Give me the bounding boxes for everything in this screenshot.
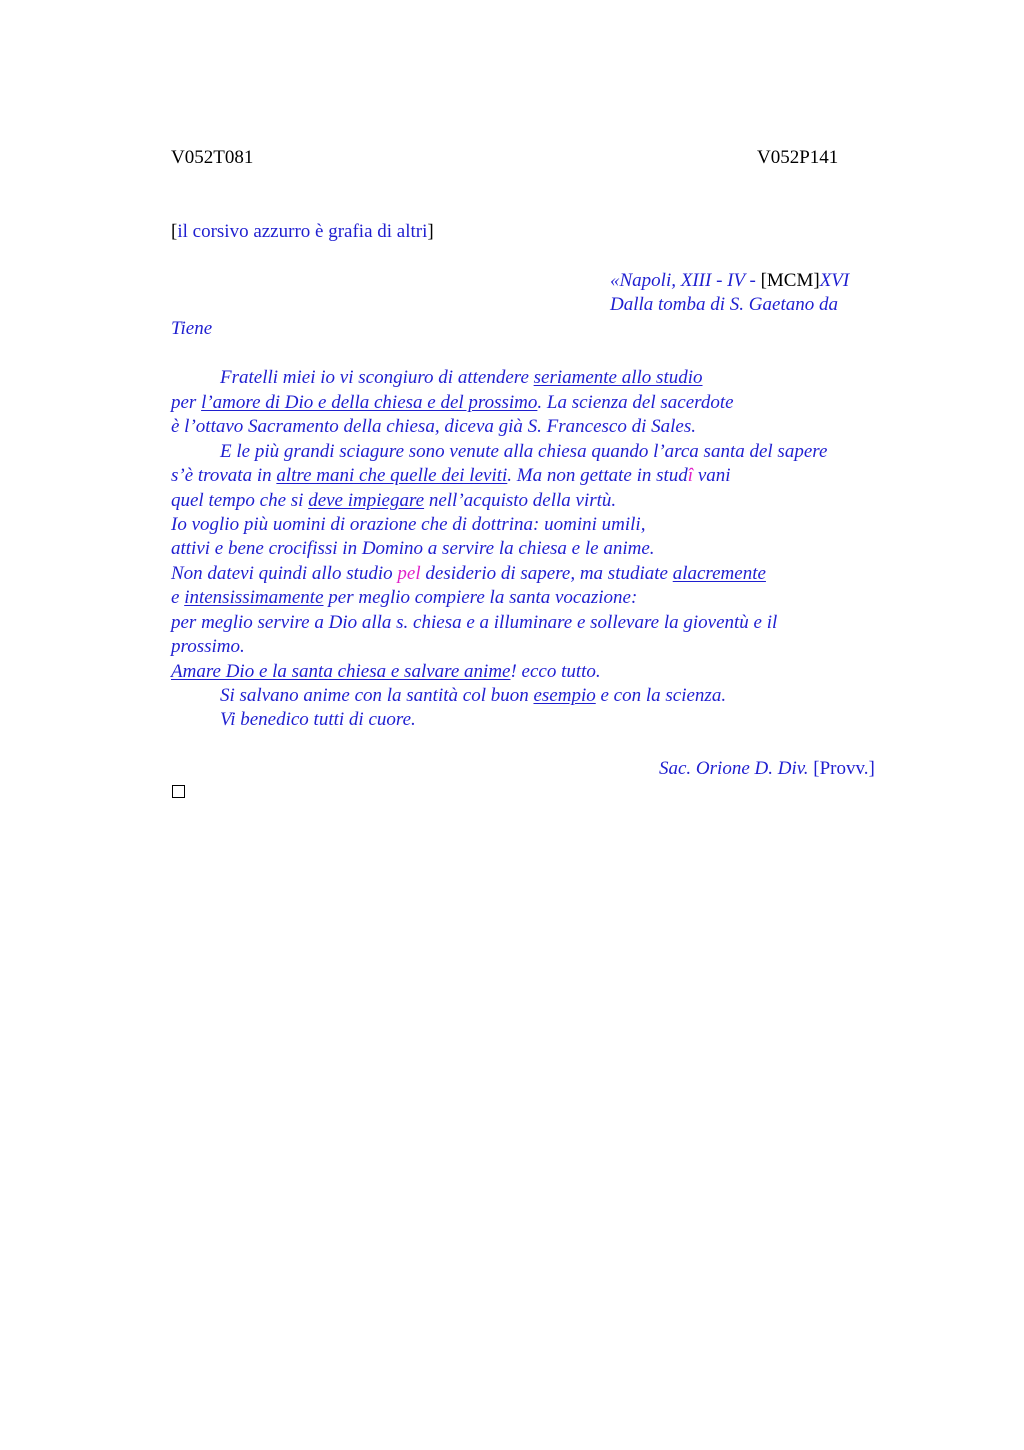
body-text: nell’acquisto della virtù. xyxy=(424,490,617,511)
body-text: desiderio di sapere, ma studiate xyxy=(420,563,673,584)
underlined-text: alacremente xyxy=(672,563,766,584)
body-line-4: E le più grandi sciagure sono venute alla chiesa quando l’arca santa del sapere xyxy=(220,441,828,462)
signature-name: Sac. Orione D. Div. xyxy=(659,758,809,779)
body-text: quel tempo che si xyxy=(171,490,309,511)
body-line-1 xyxy=(220,366,703,390)
underlined-text: l’amore di Dio e della chiesa e del prossimo xyxy=(201,392,538,413)
body-line-12: prossimo. xyxy=(171,636,245,657)
body-line-6 xyxy=(171,489,616,513)
underlined-text: seriamente allo studio xyxy=(533,367,703,388)
body-text: . Ma non gettate in stud xyxy=(507,465,688,486)
body-text: ! ecco tutto. xyxy=(510,661,601,682)
signature xyxy=(659,757,875,781)
body-line-7: Io voglio più uomini di orazione che di dottrina: uomini umili, xyxy=(171,514,646,535)
underlined-text: intensissimamente xyxy=(184,587,324,608)
dateline-line-1 xyxy=(610,269,849,293)
dateline-year-end: XVI xyxy=(819,270,850,291)
note-text: il corsivo azzurro è grafia di altri xyxy=(177,221,428,242)
underlined-text: Amare Dio e la santa chiesa e salvare anime xyxy=(171,661,511,682)
body-line-14 xyxy=(220,684,726,708)
body-line-15: Vi benedico tutti di cuore. xyxy=(220,709,416,730)
underlined-text: altre mani che quelle dei leviti xyxy=(276,465,508,486)
body-line-5 xyxy=(171,464,731,488)
body-line-8: attivi e bene crocifissi in Domino a servire la chiesa e le anime. xyxy=(171,538,655,559)
square-outline-icon xyxy=(172,785,185,798)
body-text: per xyxy=(171,392,202,413)
note-open-bracket: [ xyxy=(171,221,178,242)
body-line-10 xyxy=(171,586,637,610)
body-text: vani xyxy=(693,465,731,486)
correction-text: pel xyxy=(397,563,421,584)
body-text: per meglio compiere la santa vocazione: xyxy=(323,587,638,608)
dateline-line-2: Dalla tomba di S. Gaetano da xyxy=(610,294,838,315)
body-text: e xyxy=(171,587,185,608)
header-right-code: V052P141 xyxy=(757,147,839,168)
body-text: Fratelli miei io vi scongiuro di attendere xyxy=(220,367,534,388)
header-left-code: V052T081 xyxy=(171,147,254,168)
dateline-place-date: «Napoli, XIII - IV - xyxy=(610,270,761,291)
dateline-bracket-year: [MCM] xyxy=(760,270,820,291)
body-text: . La scienza del sacerdote xyxy=(537,392,734,413)
body-line-2 xyxy=(171,391,734,415)
body-line-3: è l’ottavo Sacramento della chiesa, diceva già S. Francesco di Sales. xyxy=(171,416,697,437)
body-line-13 xyxy=(171,660,601,684)
body-line-11: per meglio servire a Dio alla s. chiesa e a illuminare e sollevare la gioventù e il xyxy=(171,612,778,633)
underlined-text: deve impiegare xyxy=(308,490,425,511)
body-text: s’è trovata in xyxy=(171,465,277,486)
note-close-bracket: ] xyxy=(427,221,434,242)
body-text: Non datevi quindi allo studio xyxy=(171,563,398,584)
body-text: Si salvano anime con la santità col buon xyxy=(220,685,534,706)
signature-bracket: [Provv.] xyxy=(808,758,875,779)
body-text: e con la scienza. xyxy=(595,685,727,706)
correction-text: î xyxy=(687,465,694,486)
dateline-line-3: Tiene xyxy=(171,318,213,339)
editorial-note xyxy=(171,220,434,244)
underlined-text: esempio xyxy=(533,685,596,706)
body-line-9 xyxy=(171,562,766,586)
